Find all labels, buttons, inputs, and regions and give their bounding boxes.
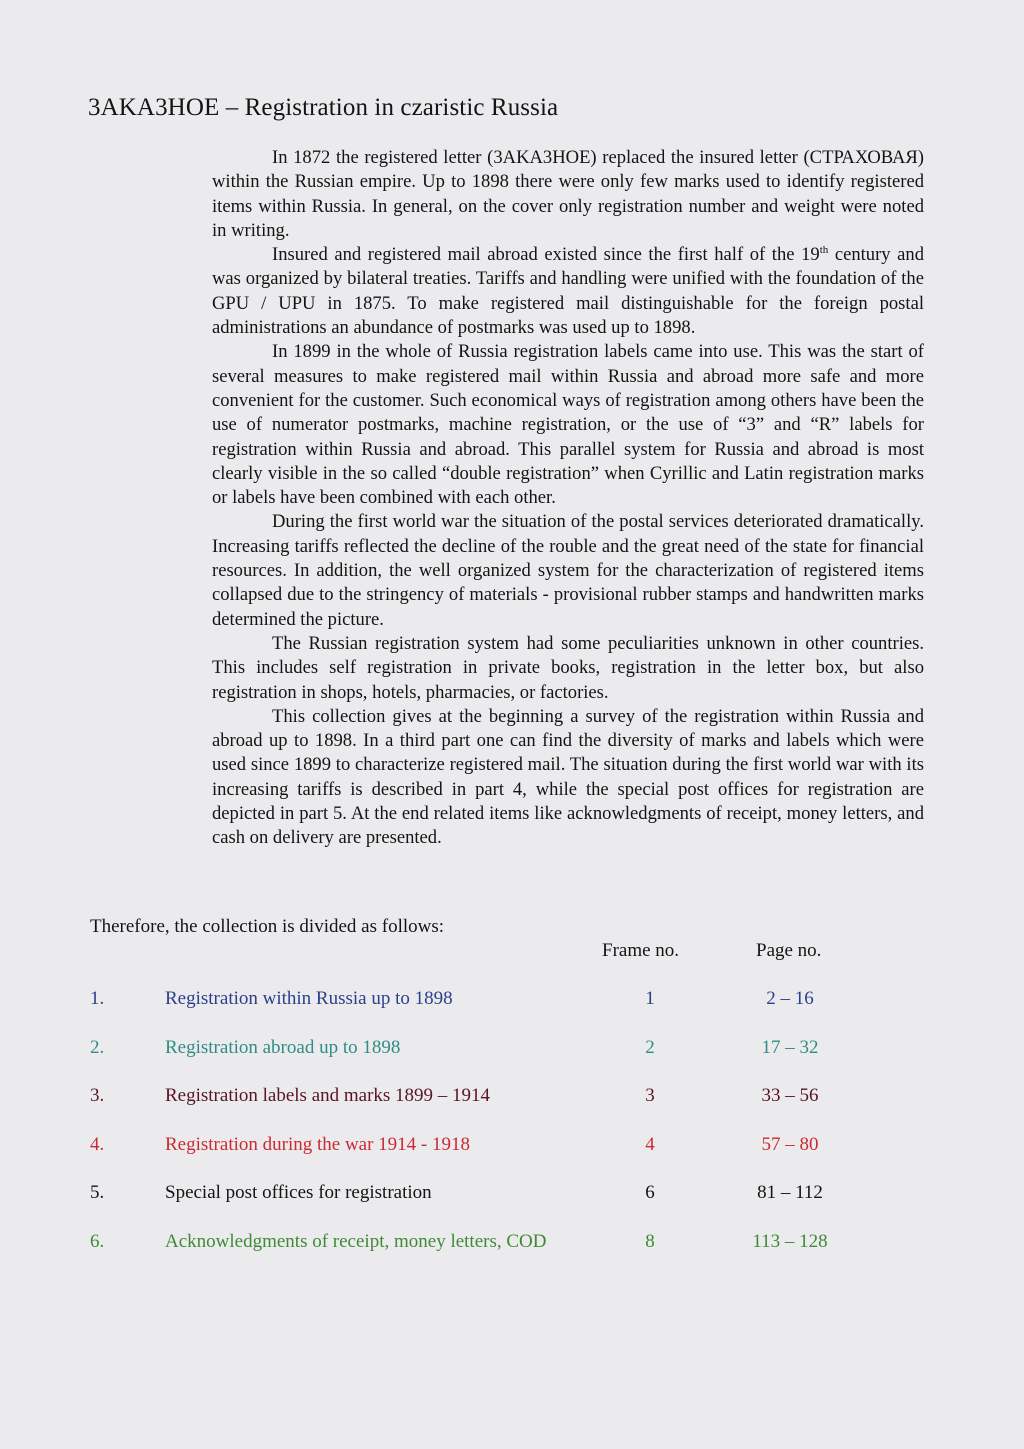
part-number: 6. — [90, 1231, 105, 1252]
contents-row — [0, 1182, 1024, 1212]
part-title: Registration within Russia up to 1898 — [165, 988, 453, 1009]
paragraph-2-end: century and was organized by bilateral treaties. Tariffs and handling were unified with the foundation of the GPU / UPU in 1875. To make registered mail distinguishable for the foreign postal administrations an abundance of postmarks was used up to 1898. — [212, 244, 924, 339]
body-text — [212, 146, 924, 851]
page-range: 33 – 56 — [761, 1085, 819, 1106]
contents-row — [0, 1085, 1024, 1115]
paragraph-3: In 1899 in the whole of Russia registration labels came into use. This was the start of several measures to make registered mail within Russia and abroad more safe and more convenient for the customer. Such economical ways of registration among others have been the use of numerator postmarks, machine registration, or the use of “3” and “R” labels for registration within Russia and abroad. This parallel system for Russia and abroad is most clearly visible in the so called “double registration” when Cyrillic and Latin registration marks or labels have been combined with each other. — [212, 341, 924, 509]
page-range: 57 – 80 — [761, 1134, 819, 1155]
frame-number: 2 — [645, 1037, 655, 1058]
frame-number: 1 — [645, 988, 655, 1009]
part-title: Registration labels and marks 1899 – 1914 — [165, 1085, 491, 1106]
part-title: Registration abroad up to 1898 — [165, 1037, 401, 1058]
part-number: 5. — [90, 1182, 105, 1203]
contents-row — [0, 988, 1024, 1018]
paragraph-2-start: Insured and registered mail abroad existed since the first half of the 19 — [272, 244, 820, 266]
part-number: 2. — [90, 1037, 105, 1058]
ordinal-suffix: th — [819, 244, 829, 256]
paragraph-5: The Russian registration system had some peculiarities unknown in other countries. This includes self registration in private books, registration in the letter box, but also registration in shops, hotels, pharmacies, or factories. — [212, 632, 924, 703]
frame-number: 4 — [645, 1134, 655, 1155]
part-number: 4. — [90, 1134, 105, 1155]
paragraph-1: In 1872 the registered letter (3AKA3HOE) replaced the insured letter (СТРАХОВАЯ) within the Russian empire. Up to 1898 there were only few marks used to identify registered items within Russia. In general, on the cover only registration number and weight were noted in writing. — [212, 147, 924, 241]
part-title: Acknowledgments of receipt, money letters, COD — [165, 1231, 547, 1252]
contents-row — [0, 1134, 1024, 1164]
page-range: 81 – 112 — [757, 1182, 823, 1203]
frame-number: 8 — [645, 1231, 655, 1252]
page-column-header: Page no. — [756, 940, 822, 961]
part-title: Special post offices for registration — [165, 1182, 432, 1203]
paragraph-6: This collection gives at the beginning a survey of the registration within Russia and abroad up to 1898. In a third part one can find the diversity of marks and labels which were used since 1899 to characterize registered mail. The situation during the first world war with its increasing tariffs is described in part 4, while the special post offices for registration are depicted in part 5. At the end related items like acknowledgments of receipt, money letters, and cash on delivery are presented. — [212, 705, 924, 849]
page-range: 17 – 32 — [761, 1037, 819, 1058]
paragraph-4: During the first world war the situation of the postal services deteriorated dramatically. Increasing tariffs reflected the decline of the rouble and the great need of the state for financial resources. In addition, the well organized system for the characterization of registered items collapsed due to the stringency of materials - provisional rubber stamps and handwritten marks determined the picture. — [212, 511, 924, 630]
part-number: 3. — [90, 1085, 105, 1106]
part-title: Registration during the war 1914 - 1918 — [165, 1134, 471, 1155]
page-range: 2 – 16 — [766, 988, 814, 1009]
part-number: 1. — [90, 988, 105, 1009]
page-title: 3AKA3HOE – Registration in czaristic Russia — [88, 94, 559, 121]
frame-column-header: Frame no. — [602, 940, 680, 961]
paragraph-2 — [212, 243, 924, 340]
contents-row — [0, 1231, 1024, 1261]
contents-intro: Therefore, the collection is divided as follows: — [90, 916, 445, 937]
page-range: 113 – 128 — [752, 1231, 828, 1252]
contents-row — [0, 1037, 1024, 1067]
frame-number: 3 — [645, 1085, 655, 1106]
frame-number: 6 — [645, 1182, 655, 1203]
